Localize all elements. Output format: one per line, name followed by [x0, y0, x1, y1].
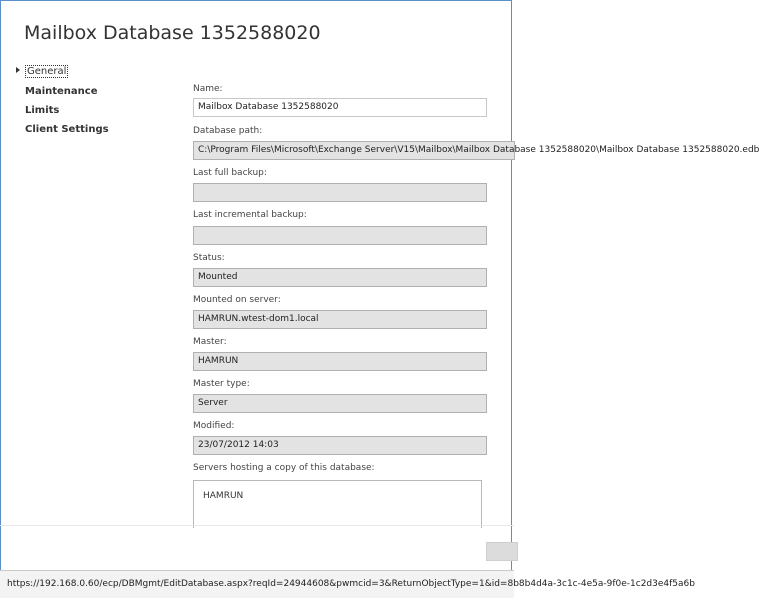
database-path-field[interactable]: C:\Program Files\Microsoft\Exchange Server\V15\Mailbox\Mailbox Database 1352588020\Mailbox Database 1352588020.edb [193, 141, 515, 160]
modified-label: Modified: [193, 421, 235, 431]
servers-hosting-label: Servers hosting a copy of this database: [193, 463, 375, 473]
list-item[interactable]: HAMRUN [203, 491, 244, 501]
last-full-backup-label: Last full backup: [193, 168, 267, 178]
nav-item-client-settings[interactable]: Client Settings [25, 124, 109, 135]
last-incremental-backup-field[interactable] [193, 226, 487, 245]
servers-hosting-list[interactable] [193, 480, 482, 528]
master-field[interactable]: HAMRUN [193, 352, 487, 371]
last-incremental-backup-label: Last incremental backup: [193, 210, 307, 220]
nav-item-maintenance[interactable]: Maintenance [25, 86, 98, 97]
save-button[interactable] [486, 542, 518, 561]
nav-item-limits[interactable]: Limits [25, 105, 60, 116]
database-path-label: Database path: [193, 126, 263, 136]
page-title: Mailbox Database 1352588020 [24, 22, 321, 44]
name-input[interactable]: Mailbox Database 1352588020 [193, 98, 487, 117]
status-field[interactable]: Mounted [193, 268, 487, 287]
name-label: Name: [193, 84, 223, 94]
selected-arrow-icon [16, 67, 20, 73]
master-label: Master: [193, 337, 227, 347]
status-bar-url: https://192.168.0.60/ecp/DBMgmt/EditDatabase.aspx?reqId=24944608&pwmcid=3&ReturnObjectType=1&id=8b8b4d4a-3c1c-4e5a-9f0e-1c2d3e4f5a6b [7, 579, 695, 589]
modified-field[interactable]: 23/07/2012 14:03 [193, 436, 487, 455]
last-full-backup-field[interactable] [193, 183, 487, 202]
master-type-label: Master type: [193, 379, 250, 389]
master-type-field[interactable]: Server [193, 394, 487, 413]
nav-item-general[interactable]: General [27, 66, 67, 77]
mounted-on-server-field[interactable]: HAMRUN.wtest-dom1.local [193, 310, 487, 329]
status-label: Status: [193, 253, 225, 263]
mounted-on-server-label: Mounted on server: [193, 295, 281, 305]
status-bar [0, 570, 695, 598]
content-divider [0, 525, 514, 526]
